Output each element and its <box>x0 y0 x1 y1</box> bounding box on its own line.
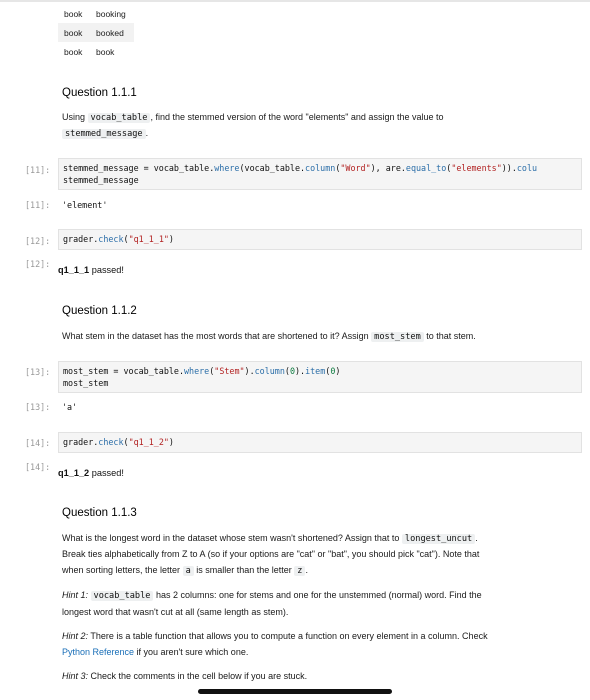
inline-code: vocab_table <box>88 113 151 123</box>
cell-output: 'a' <box>62 402 78 412</box>
question-title: Question 1.1.3 <box>62 507 137 519</box>
hint-label: Hint 3: <box>62 671 89 681</box>
test-name: q1_1_1 <box>58 265 90 275</box>
code-string: "Word" <box>340 163 371 173</box>
home-indicator[interactable] <box>198 689 392 694</box>
inline-code: stemmed_message <box>62 129 146 139</box>
code-text: ( <box>284 366 290 376</box>
code-text: most_stem = vocab_table. <box>63 366 185 376</box>
code-text: )). <box>501 163 517 173</box>
text: longest word that wasn't cut at all (same length as stem). <box>62 606 289 617</box>
table-cell-word: book <box>96 46 115 57</box>
table-row <box>58 23 134 42</box>
code-text: ( <box>446 163 452 173</box>
code-text: ). <box>295 366 306 376</box>
code-cell-12[interactable] <box>58 229 582 250</box>
code-token: check <box>98 234 124 244</box>
text: Using <box>62 111 88 122</box>
question-text <box>62 110 562 143</box>
python-reference-link[interactable]: Python Reference <box>62 646 135 657</box>
code-token: where <box>214 163 240 173</box>
table-row <box>58 42 134 61</box>
code-number: 0 <box>289 366 295 376</box>
text: if you aren't sure which one. <box>134 646 249 657</box>
table-row <box>58 4 134 23</box>
code-text: ( <box>335 163 341 173</box>
top-divider <box>0 0 590 2</box>
code-token: colu <box>516 163 538 173</box>
hint-2 <box>62 629 572 660</box>
text: . <box>305 564 308 575</box>
hint-1 <box>62 588 572 620</box>
text: Check the comments in the cell below if you are stuck. <box>88 671 308 681</box>
code-text: grader. <box>63 437 99 447</box>
table-cell-word: booking <box>96 8 126 19</box>
test-name: q1_1_2 <box>58 468 90 478</box>
table-cell-stem: book <box>64 46 83 57</box>
code-text: grader. <box>63 234 99 244</box>
input-prompt: [12]: <box>25 236 51 246</box>
text: to that stem. <box>423 330 476 341</box>
text: . <box>145 128 149 138</box>
question-text <box>62 329 562 346</box>
text: Break ties alphabetically from Z to A (so if your options are "cat" or "bat", you should pick "cat"). Note that <box>62 549 480 559</box>
text: is smaller than the letter <box>193 564 295 575</box>
code-text: ) <box>168 437 174 447</box>
grader-result <box>58 265 124 275</box>
inline-code: longest_uncut <box>402 534 475 544</box>
table-cell-stem: book <box>64 27 83 38</box>
text: . <box>475 532 478 543</box>
code-cell-14[interactable] <box>58 432 582 453</box>
question-text <box>62 531 572 580</box>
code-text: ) <box>168 234 174 244</box>
code-text: ( <box>123 234 129 244</box>
code-text: ( <box>123 437 129 447</box>
vocab-preview-table <box>58 4 134 61</box>
table-cell-word: booked <box>96 27 124 38</box>
code-number: 0 <box>330 366 336 376</box>
text: when sorting letters, the letter <box>62 564 183 575</box>
code-token: where <box>184 366 210 376</box>
text: What stem in the dataset has the most words that are shortened to it? Assign <box>62 330 372 341</box>
output-prompt: [11]: <box>25 200 51 210</box>
table-cell-stem: book <box>64 8 83 19</box>
pass-text: passed! <box>89 468 124 478</box>
code-text: (vocab_table. <box>239 163 306 173</box>
text: There is a table function that allows you to compute a function on every element in a column. Check <box>88 631 488 641</box>
inline-code: z <box>294 566 305 576</box>
code-cell-11[interactable] <box>58 158 582 190</box>
code-string: "q1_1_1" <box>128 234 169 244</box>
code-text: ). <box>244 366 255 376</box>
cell-output: 'element' <box>62 200 108 210</box>
output-prompt: [14]: <box>25 462 51 472</box>
code-string: "elements" <box>451 163 502 173</box>
inline-code: a <box>183 566 194 576</box>
question-title: Question 1.1.2 <box>62 305 137 317</box>
code-string: "q1_1_2" <box>128 437 169 447</box>
question-title: Question 1.1.1 <box>62 87 137 99</box>
inline-code: most_stem <box>371 332 424 342</box>
code-token: item <box>305 366 326 376</box>
text: , find the stemmed version of the word "elements" and assign the value to <box>150 111 444 122</box>
code-token: column <box>254 366 285 376</box>
input-prompt: [11]: <box>25 165 51 175</box>
code-text: stemmed_message = vocab_table. <box>63 163 215 173</box>
code-text: ( <box>325 366 331 376</box>
code-text: ( <box>209 366 215 376</box>
output-prompt: [12]: <box>25 259 51 269</box>
markdown-cell-q112[interactable] <box>62 304 562 345</box>
hint-label: Hint 1: <box>62 590 89 600</box>
hint-label: Hint 2: <box>62 631 89 641</box>
inline-code: vocab_table <box>91 591 154 601</box>
code-token: equal_to <box>405 163 447 173</box>
code-token: column <box>305 163 336 173</box>
input-prompt: [14]: <box>25 438 51 448</box>
pass-text: passed! <box>89 265 124 275</box>
hint-3 <box>62 669 572 685</box>
code-text: ), are. <box>370 163 406 173</box>
code-text: most_stem <box>63 378 109 388</box>
code-string: "Stem" <box>214 366 245 376</box>
markdown-cell-q111[interactable] <box>62 86 562 143</box>
code-text: stemmed_message <box>63 175 139 185</box>
code-cell-13[interactable] <box>58 361 582 393</box>
code-text: ) <box>335 366 341 376</box>
grader-result <box>58 468 124 478</box>
text: What is the longest word in the dataset whose stem wasn't shortened? Assign that to <box>62 532 402 543</box>
output-prompt: [13]: <box>25 402 51 412</box>
code-token: check <box>98 437 124 447</box>
text: has 2 columns: one for stems and one for the unstemmed (normal) word. Find the <box>153 590 482 600</box>
input-prompt: [13]: <box>25 367 51 377</box>
markdown-cell-q113[interactable] <box>62 506 572 685</box>
